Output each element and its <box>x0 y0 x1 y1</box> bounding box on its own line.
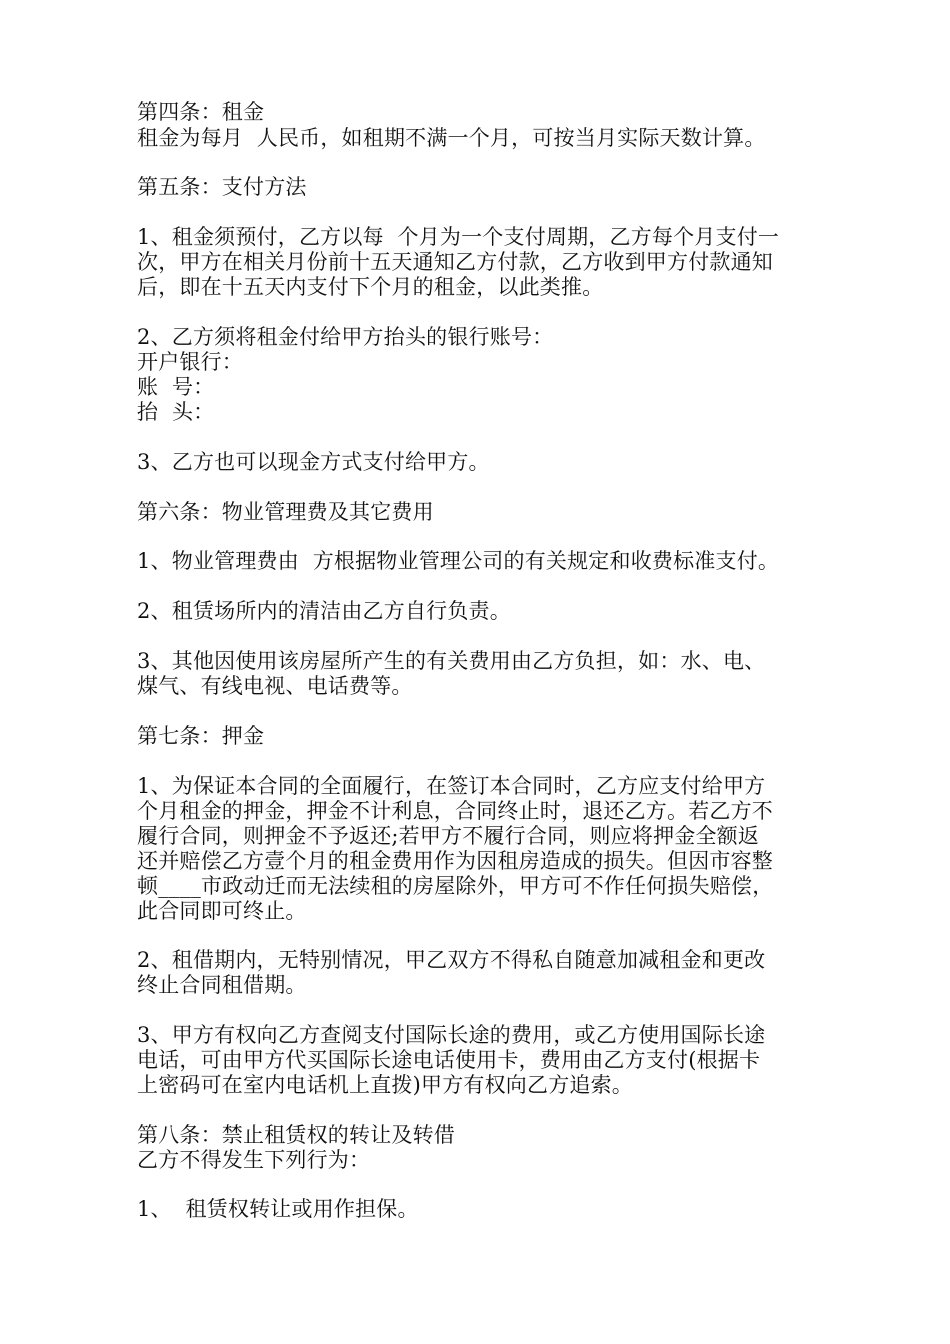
deposit-clause-1-line-5: 顿____市政动迁而无法续租的房屋除外，甲方可不作任何损失赔偿， <box>137 874 774 898</box>
deposit-clause-1-line-2: 个月租金的押金，押金不计利息，合同终止时，退还乙方。若乙方不 <box>137 799 773 823</box>
payment-clause-1-line-3: 后，即在十五天内支付下个月的租金，以此类推。 <box>137 275 604 299</box>
payment-clause-3: 3、乙方也可以现金方式支付给甲方。 <box>137 450 490 474</box>
payment-clause-1-line-2: 次，甲方在相关月份前十五天通知乙方付款，乙方收到甲方付款通知 <box>137 250 773 274</box>
deposit-clause-1-line-3: 履行合同，则押金不予返还;若甲方不履行合同，则应将押金全额返 <box>137 824 760 848</box>
prohibited-acts-intro: 乙方不得发生下列行为： <box>137 1148 371 1172</box>
article-5-heading: 第五条：支付方法 <box>137 175 307 199</box>
article-7-heading: 第七条：押金 <box>137 724 265 748</box>
payment-clause-2: 2、乙方须将租金付给甲方抬头的银行账号： <box>137 325 554 349</box>
deposit-clause-2-line-2: 终止合同租借期。 <box>137 973 307 997</box>
deposit-clause-3-line-1: 3、甲方有权向乙方查阅支付国际长途的费用，或乙方使用国际长途 <box>137 1023 766 1047</box>
article-6-heading: 第六条：物业管理费及其它费用 <box>137 500 434 524</box>
deposit-clause-1-line-4: 还并赔偿乙方壹个月的租金费用作为因租房造成的损失。但因市容整 <box>137 849 773 873</box>
deposit-clause-3-line-3: 上密码可在室内电话机上直拨)甲方有权向乙方追索。 <box>137 1073 633 1097</box>
fees-clause-1: 1、物业管理费由 方根据物业管理公司的有关规定和收费标准支付。 <box>137 549 780 573</box>
deposit-clause-2-line-1: 2、租借期内，无特别情况，甲乙双方不得私自随意加减租金和更改 <box>137 948 766 972</box>
deposit-clause-1-line-6: 此合同即可终止。 <box>137 899 307 923</box>
deposit-clause-1-line-1: 1、为保证本合同的全面履行，在签订本合同时，乙方应支付给甲方 <box>137 774 766 798</box>
fees-clause-3-line-2: 煤气、有线电视、电话费等。 <box>137 674 413 698</box>
prohibited-act-1: 1、 租赁权转让或用作担保。 <box>137 1197 419 1221</box>
fees-clause-3-line-1: 3、其他因使用该房屋所产生的有关费用由乙方负担，如：水、电、 <box>137 649 766 673</box>
payment-clause-1-line-1: 1、租金须预付，乙方以每 个月为一个支付周期，乙方每个月支付一 <box>137 225 780 249</box>
deposit-clause-3-line-2: 电话，可由甲方代买国际长途电话使用卡，费用由乙方支付(根据卡 <box>137 1048 761 1072</box>
bank-name-label: 开户银行： <box>137 350 243 374</box>
article-8-heading: 第八条：禁止租赁权的转让及转借 <box>137 1123 455 1147</box>
rent-amount-text: 租金为每月 人民币，如租期不满一个月，可按当月实际天数计算。 <box>137 126 766 150</box>
account-number-label: 账 号： <box>137 375 215 399</box>
fees-clause-2: 2、租赁场所内的清洁由乙方自行负责。 <box>137 599 511 623</box>
account-holder-label: 抬 头： <box>137 400 215 424</box>
article-4-heading: 第四条：租金 <box>137 100 265 124</box>
